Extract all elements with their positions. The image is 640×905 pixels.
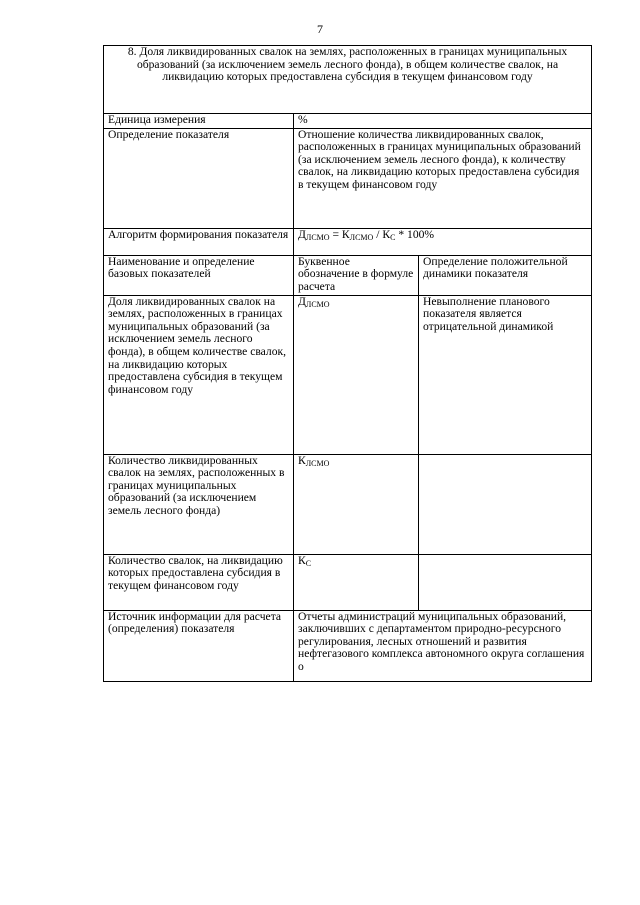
base-row-name: Количество ликвидированных свалок на землях, расположенных в границах муниципальных образований (за исключением земель лесного фонда) [104,454,294,554]
algorithm-label: Алгоритм формирования показателя [104,228,294,255]
base-row-dynamics [419,454,592,554]
symbol-sub: ЛСМО [305,299,330,309]
base-header-name: Наименование и определение базовых показателей [104,255,294,295]
table-row [104,454,592,554]
table-row [104,554,592,610]
page-number: 7 [317,22,323,36]
base-header-symbol: Буквенное обозначение в формуле расчета [294,255,419,295]
symbol-letter: Д [298,295,306,308]
source-label: Источник информации для расчета (определения) показателя [104,610,294,681]
symbol-letter: К [298,454,306,467]
definition-value: Отношение количества ликвидированных свалок, расположенных в границах муниципальных образований (за исключением земель лесного фонда), к количеству свалок, на ликвидацию которых предоставлена субсидия в текущем финансовом году [294,128,592,228]
base-row-dynamics: Невыполнение планового показателя является отрицательной динамикой [419,295,592,454]
unit-value: % [294,114,592,129]
table-row [104,295,592,454]
symbol-letter: К [298,554,306,567]
algorithm-formula [294,228,592,255]
formula-d-sub: ЛСМО [305,232,330,242]
formula-slash: / [373,228,383,241]
symbol-sub: ЛСМО [305,458,330,468]
title-row [104,46,592,114]
base-header-row [104,255,592,295]
formula-k-sub: ЛСМО [349,232,374,242]
indicator-table [103,45,592,682]
definition-row [104,128,592,228]
formula-eq: = [329,228,342,241]
symbol-sub: С [305,558,312,568]
indicator-title: 8. Доля ликвидированных свалок на землях, расположенных в границах муниципальных образований (за исключением земель лесного фонда), в общем количестве свалок, на ликвидацию которых предоставлена субсидия в текущем финансовом году [104,46,592,114]
unit-label: Единица измерения [104,114,294,129]
definition-label: Определение показателя [104,128,294,228]
base-row-symbol [294,295,419,454]
base-row-symbol [294,554,419,610]
base-header-dynamics: Определение положительной динамики показателя [419,255,592,295]
source-value: Отчеты администраций муниципальных образований, заключивших с департаментом природно-ресурсного регулирования, лесных отношений и развития нефтегазового комплекса автономного округа соглашения о [294,610,592,681]
source-row [104,610,592,681]
unit-row [104,114,592,129]
base-row-name: Количество свалок, на ликвидацию которых предоставлена субсидия в текущем финансовом году [104,554,294,610]
base-row-dynamics [419,554,592,610]
formula-kc: К [382,228,391,241]
formula-tail: * 100% [395,228,435,241]
formula-k: К [341,228,350,241]
base-row-name: Доля ликвидированных свалок на землях, расположенных в границах муниципальных образований (за исключением земель лесного фонда), в общем количестве свалок, на ликвидацию которых предоставлена субсидия в текущем финансовом году [104,295,294,454]
algorithm-row [104,228,592,255]
formula-d: Д [298,228,306,241]
formula-kc-sub: С [390,232,396,242]
base-row-symbol [294,454,419,554]
